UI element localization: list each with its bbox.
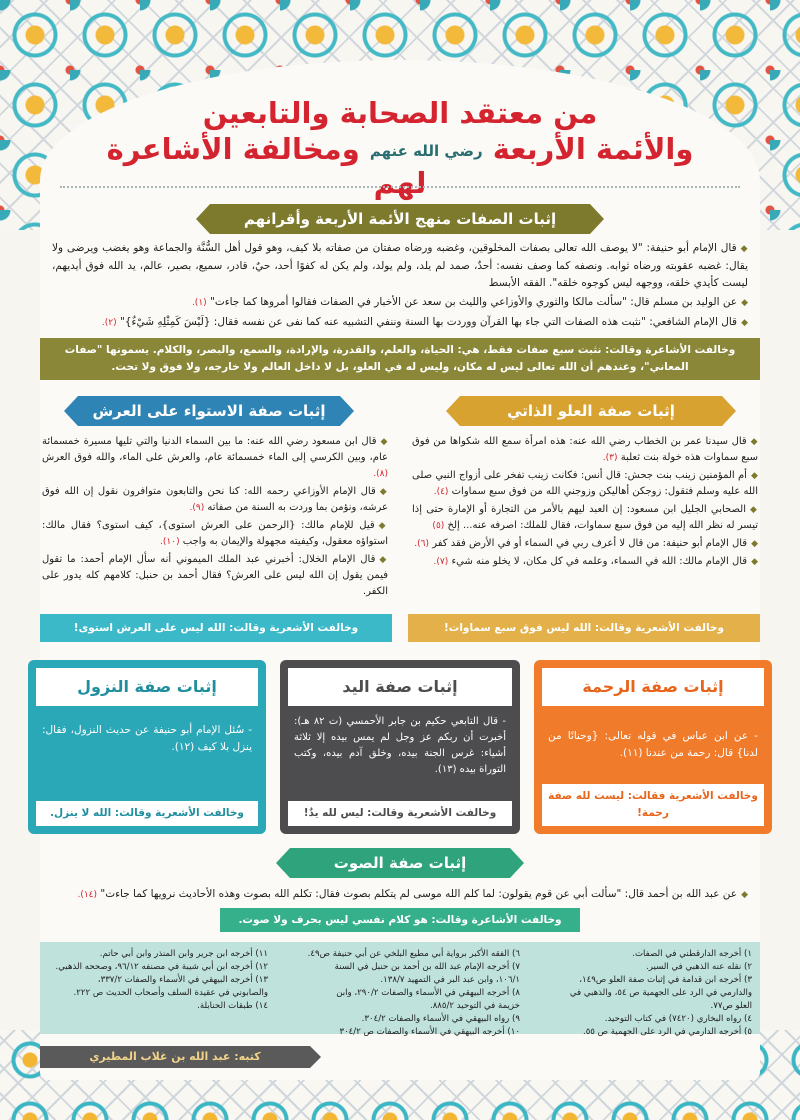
bullet-icon: ◆ (750, 471, 759, 481)
bullet-icon: ◆ (741, 298, 748, 308)
uluw-item-umar: ◆قال سيدنا عمر بن الخطاب رضي الله عنه: هذه امرأة سمع الله شكواها من فوق سبع سماوات هذه خولة بنت ثعلبة (٣). (412, 436, 759, 463)
uluw-item-abu-hanifa: ◆قال الإمام أبو حنيفة: من قال لا أعرف ربي في السماء أو في الأرض فقد كفر (٦). (414, 538, 758, 549)
card-yad-contrast: وخالفت الأشعرية وقالت: ليس لله يدٌ! (288, 801, 512, 826)
bullet-icon: ◆ (741, 890, 748, 900)
card-yad-body: - قال التابعي حكيم بن جابر الأحمسي (ت ٨٢ هـ): أخبرت أن ربكم عز وجل لم يمس بيده إلا ثلاثة أشياء: غرس الجنة بيده، وخلق آدم بيده، وكتب التوراة بيده (١٣). (294, 716, 507, 775)
card-nuzul (28, 660, 266, 834)
author-credit: كتبه: عبد الله بن غلاب المطيري (40, 1046, 310, 1068)
footnotes-col1: ١) أخرجه الدارقطني في الصفات. ٢) نقله عنه الذهبي في السير. ٣) أخرجه ابن قدامة في إثبات صفة العلو ص١٤٩، والدارمي في الرد على الجهمية ص ٥٤، والذهبي في العلو ص٧٧. ٤) رواه البخاري (٧٤٢٠) في كتاب التوحيد. ٥) أخرجه الدارمي في الرد على الجهمية ص ٥٥. (569, 949, 752, 1037)
heading-istiwa: إثبات صفة الاستواء على العرش (78, 396, 340, 426)
istiwa-paragraphs (42, 434, 388, 602)
card-rahma-contrast: وخالفت الأشعرية فقالت: ليست لله صفة رحمة! (542, 784, 764, 826)
bullet-icon: ◆ (378, 521, 389, 531)
bullet-icon: ◆ (750, 437, 759, 447)
sec1-item-abu-hanifa: ◆قال الإمام أبو حنيفة: "لا يوصف الله تعالى بصفات المخلوقين، وغضبه ورضاه صفتان من صفاته بلا كيف، وهو قول أهل السُّنَّة والجماعة وهو يغضب ويرضى ولا يقال: غضبه عقوبته ورضاه ثوابه. ونصفه كما وصف نفسه: أحدٌ، صمد لم يلد، ولم يولد، ولم يكن له كفوًا أحد، حيٌ، قادر، سميع، بصير، عالم، يد الله فوق أيديهم، ليست كأيدي خلقه، ووجهه ليس كوجوه خلقه". الفقه الأبسط (52, 242, 749, 289)
sec1-item-walid: ◆عن الوليد بن مسلم قال: "سألت مالكا والثوري والأوزاعي والليث بن سعد عن الأخبار في الصفات فقالوا أمروها كما جاءت" (١). (191, 296, 748, 308)
heading-sawt: إثبات صفة الصوت (290, 848, 510, 878)
bullet-icon: ◆ (750, 505, 759, 515)
uluw-item-malik: ◆قال الإمام مالك: الله في السماء، وعلمه في كل مكان، لا يخلو منه شيء (٧). (433, 556, 758, 567)
bullet-icon: ◆ (740, 244, 749, 254)
footnotes-col3: ١١) أخرجه ابن جرير وابن المنذر وابن أبي حاتم. ١٢) أخرجه ابن أبي شيبة في مصنفه ٩٦/١٢، وصححه الذهبي. ١٣) أخرجه البيهقي في الأسماء والصفات ٣٣٧/٢، والصابوني في عقيدة السلف وأصحاب الحديث ص ٢٢٢. ١٤) طبقات الحنابلة. (55, 949, 268, 1011)
istiwa-item-malik: ◆قيل للإمام مالك: {الرحمن على العرش استوى}، كيف استوى؟ فقال مالك: استواؤه معقول، وكيفيته مجهولة والإيمان به واجب (١٠). (42, 520, 389, 547)
bullet-icon: ◆ (751, 539, 758, 549)
sec1-item-shafii: ◆قال الإمام الشافعي: "نثبت هذه الصفات التي جاء بها القرآن ووردت بها السنة وننفي التشبيه عنه كما نفى عن نفسه فقال: {لَيْسَ كَمِثْلِهِ شَيْءٌ}" (٢). (101, 316, 748, 328)
uluw-item-ibn-masud: ◆الصحابي الجليل ابن مسعود: إن العبد ليهم بالأمر من التجارة أو الإمارة حتى إذا تيسر له نظر الله إليه من فوق سبع سماوات، فقال للملك: اصرفه عنه... إلخ (٥) (412, 504, 759, 531)
uluw-paragraphs (412, 434, 758, 572)
footnotes-col2: ٦) الفقه الأكبر برواية أبي مطيع البلخي عن أبي حنيفة ص٤٩. ٧) أخرجه الإمام عبد الله بن أحمد بن حنبل في السنة ١٠٦/١، وابن عبد البر في التمهيد ١٣٨/٧. ٨) أخرجه البيهقي في الأسماء والصفات ٢٩٠/٢، وابن خزيمة في التوحيد ٨٨٥/٢. ٩) رواه البيهقي في الأسماء والصفات ٣٠٤/٢. ١٠) أخرجه البيهقي في الأسماء والصفات ص ٣٠٤/٢ (307, 949, 520, 1037)
card-nuzul-body: - سُئل الإمام أبو حنيفة عن حديث النزول، فقال: ينزل بلا كيف (١٢). (42, 724, 252, 753)
card-yad-title: إثبات صفة اليد (288, 668, 512, 706)
istiwa-item-khallal: ◆قال الإمام الخلال: أخبرني عبد الملك الميموني أنه سأل الإمام أحمد: ما تقول فيمن يقول إن الله ليس على العرش؟ فقال أحمد بن حنبل: كلامهم كله يدور على الكفر. (42, 554, 388, 597)
bullet-icon: ◆ (380, 437, 389, 447)
uluw-item-zaynab: ◆أم المؤمنين زينب بنت جحش: قال أنس: فكانت زينب تفخر على أزواج النبي صلى الله عليه وسلم فتقول: زوجكن أهاليكن وزوجني الله من فوق سبع سماوات (٤). (412, 470, 759, 497)
istiwa-contrast-band: وخالفت الأشعرية وقالت: الله ليس على العرش استوى! (40, 614, 392, 642)
bullet-icon: ◆ (741, 318, 748, 328)
card-nuzul-title: إثبات صفة النزول (36, 668, 258, 706)
heading-uluw: إثبات صفة العلو الذاتي (460, 396, 722, 426)
istiwa-item-ibn-masud: ◆قال ابن مسعود رضي الله عنه: ما بين السماء الدنيا والتي تليها مسيرة خمسمائة عام، وبين الكرسي إلى الماء خمسمائة عام، والعرش على الماء، والله فوق العرش (٨). (42, 436, 389, 479)
title-divider (60, 186, 740, 192)
uluw-contrast-band: وخالفت الأشعرية وقالت: الله ليس فوق سبع سماوات! (408, 614, 760, 642)
sawt-contrast-band: وخالفت الأشاعرة وقالت: هو كلام نفسي ليس بحرف ولا صوت. (220, 908, 580, 932)
sec1-contrast-band: وخالفت الأشاعرة وقالت: نثبت سبع صفات فقط، هي: الحياة، والعلم، والقدرة، والإرادة، والسمع، والبصر، والكلام. يسمونها "صفات المعاني"، وعندهم أن الله تعالى ليس له مكان، وليس له في العلو، بل لا داخل العالم ولا خارجه، ولا فوق ولا تحت. (40, 338, 760, 380)
sec1-paragraphs (52, 240, 748, 334)
page-title-line1: من معتقد الصحابة والتابعين (202, 96, 598, 130)
istiwa-item-awzai: ◆قال الإمام الأوزاعي رحمه الله: كنا نحن والتابعون متوافرون نقول إن الله فوق عرشه، ونؤمن بما وردت به السنة من صفاته (٩). (42, 486, 389, 513)
card-rahma (534, 660, 772, 834)
bullet-icon: ◆ (751, 557, 758, 567)
card-yad (280, 660, 520, 834)
sawt-item-abdullah: ◆عن عبد الله بن أحمد قال: "سألت أبي عن قوم يقولون: لما كلم الله موسى لم يتكلم بصوت فقال: تكلم الله بصوت وهذه الأحاديث نرويها كما جاءت" (١٤). (77, 888, 748, 900)
sawt-paragraph (52, 886, 748, 906)
title-line2-part1: والأئمة الأربعة (492, 132, 694, 166)
bullet-icon: ◆ (379, 555, 388, 565)
honorific-calligraphy: رضي الله عنهم (369, 142, 483, 160)
heading-sifat-methodology: إثبات الصفات منهج الأئمة الأربعة وأقرانهم (210, 204, 590, 234)
card-rahma-title: إثبات صفة الرحمة (542, 668, 764, 706)
card-rahma-body: - عن ابن عباس في قوله تعالى: {وحنانًا من لدنا} قال: رحمة من عندنا (١١). (548, 730, 758, 759)
footnotes-panel (40, 942, 760, 1037)
title-line2-part2: ومخالفة الأشاعرة لهم (106, 132, 427, 200)
card-nuzul-contrast: وخالفت الأشعرية وقالت: الله لا ينزل. (36, 801, 258, 826)
bullet-icon: ◆ (379, 487, 389, 497)
